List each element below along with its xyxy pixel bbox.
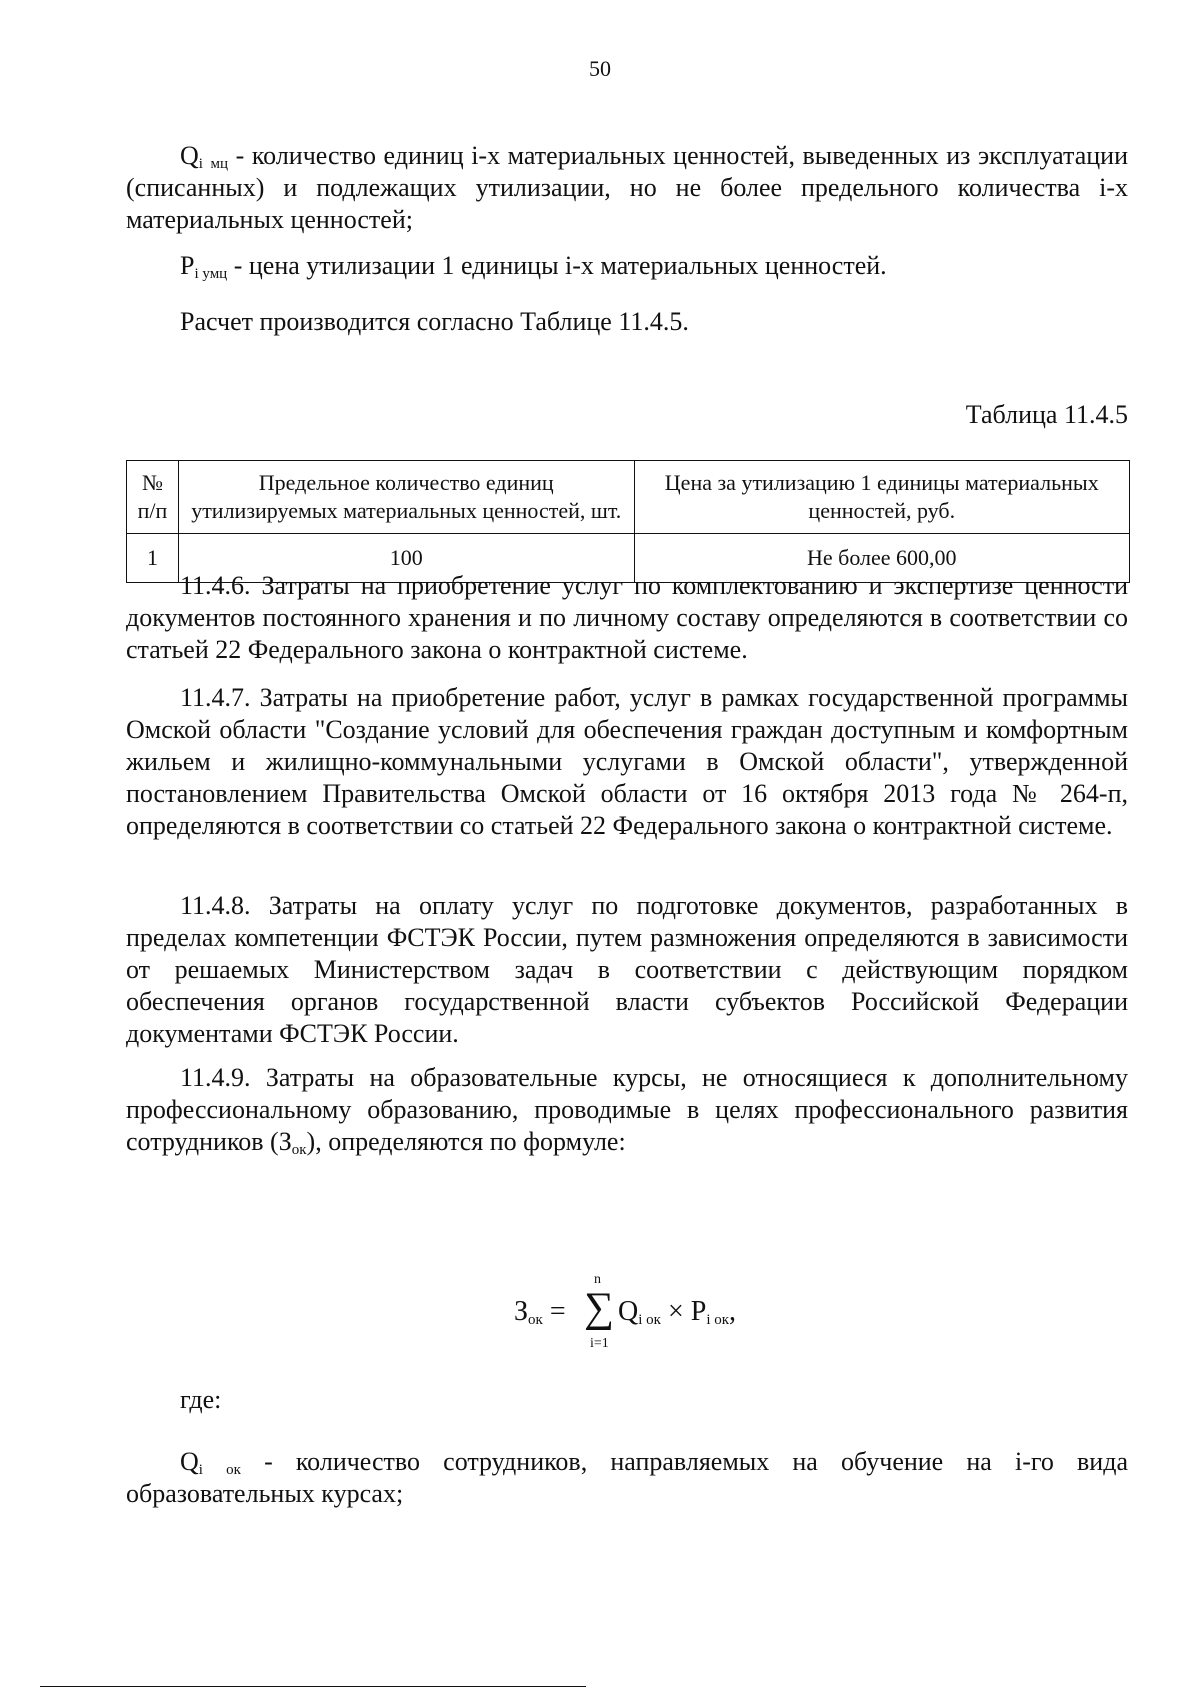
header-max-quantity: Предельное количество единиц утилизируемых материальных ценностей, шт. [178, 461, 634, 534]
cell-price: Не более 600,00 [634, 534, 1129, 583]
table-caption: Таблица 11.4.5 [965, 400, 1128, 429]
subscript-ok: ок [291, 1142, 307, 1158]
table-header-row [127, 461, 1130, 534]
paragraph-q-mc-text: - количество единиц i-х материальных ценностей, выведенных из эксплуатации (списанных) и подлежащих утилизации, но не более предельного количества i-х материальных ценностей; [126, 141, 1129, 234]
paragraph-q-mc [126, 140, 1128, 236]
header-number: № п/п [127, 461, 179, 534]
formula-lhs: $З_{ок}$ = [514, 1296, 566, 1328]
paragraph-11-4-8: 11.4.8. Затраты на оплату услуг по подготовке документов, разработанных в пределах компетенции ФСТЭК России, путем размножения определяются в зависимости от решаемых Министерством задач в соответствии с действующим порядком обеспечения органов государственной власти субъектов Российской Федерации документами ФСТЭК России. [126, 891, 1128, 1048]
paragraph-where: где: [180, 1385, 222, 1414]
subscript-mc: мц [210, 156, 229, 172]
paragraph-11-4-9-text: 11.4.9. Затраты на образовательные курсы, не относящиеся к дополнительному профессиональному образованию, проводимые в целях профессионального развития сотрудников (З [126, 1063, 1128, 1156]
subscript-i: i [198, 156, 203, 172]
paragraph-p-umc [126, 250, 1128, 282]
subscript-i-umc: i умц [194, 266, 228, 282]
formula-sigma: ∑ [584, 1285, 614, 1331]
paragraph-q-ok [126, 1446, 1128, 1510]
page-number: 50 [589, 56, 611, 81]
disposal-price-table [126, 460, 1130, 583]
paragraph-calculation: Расчет производится согласно Таблице 11.4.5. [180, 307, 689, 336]
paragraph-11-4-9-tail: ), определяются по формуле: [306, 1127, 626, 1156]
symbol-q: Q [180, 141, 199, 170]
paragraph-q-ok-text: - количество сотрудников, направляемых на обучение на i-го вида образовательных курсах; [126, 1447, 1128, 1508]
formula-sum-lower: i=1 [590, 1336, 609, 1351]
paragraph-11-4-7: 11.4.7. Затраты на приобретение работ, услуг в рамках государственной программы Омской области "Создание условий для обеспечения граждан доступным и комфортным жильем и жилищно-коммунальными услугами в Омской области", утвержденной постановлением Правительства Омской области от 16 октября 2013 года № 264-п, определяются в соответствии со статьей 22 Федерального закона о контрактной системе. [126, 683, 1128, 840]
symbol-p: P [180, 251, 195, 280]
subscript-i-ok: i [198, 1462, 203, 1478]
header-disposal-price: Цена за утилизацию 1 единицы материальных ценностей, руб. [634, 461, 1129, 534]
formula-sum-upper: n [594, 1272, 601, 1287]
paragraph-p-umc-text: - цена утилизации 1 единицы i-х материальных ценностей. [233, 251, 887, 280]
symbol-q-ok: Q [180, 1447, 199, 1476]
paragraph-11-4-6: 11.4.6. Затраты на приобретение услуг по комплектованию и экспертизе ценности документов постоянного хранения и по личному составу определяются в соответствии со статьей 22 Федерального закона о контрактной системе. [126, 571, 1128, 664]
formula [514, 1272, 774, 1352]
formula-rhs: $Q_{i ок} \times P_{i ок}$, [618, 1296, 737, 1328]
footer-rule [40, 1686, 586, 1687]
subscript-ok-2: ок [226, 1462, 241, 1478]
cell-number: 1 [127, 534, 179, 583]
cell-quantity: 100 [178, 534, 634, 583]
paragraph-11-4-9 [126, 1062, 1128, 1158]
